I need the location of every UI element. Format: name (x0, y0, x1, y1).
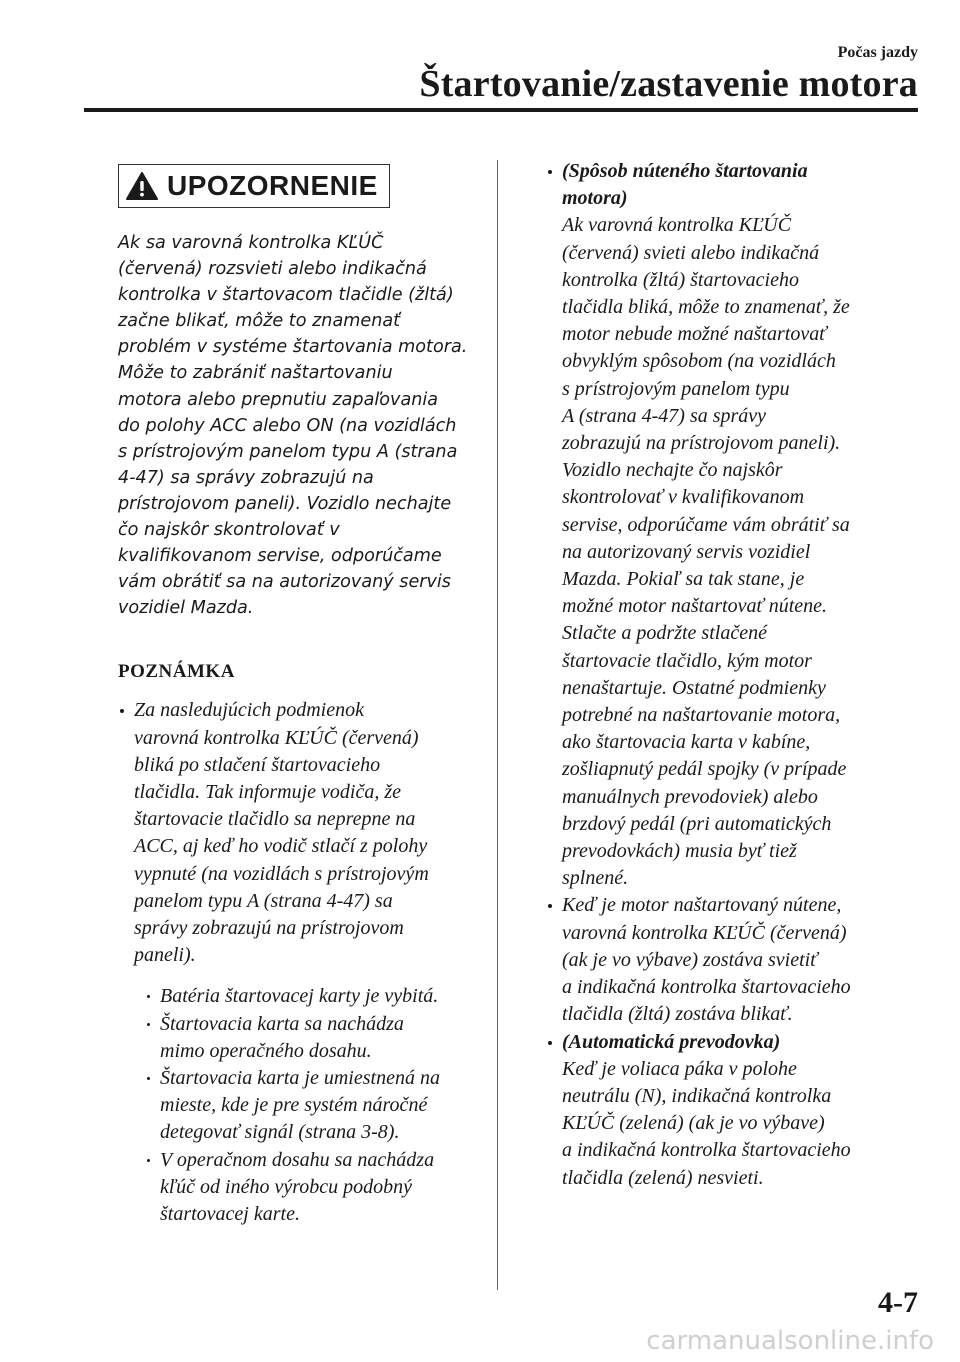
condition-line: Štartovacia karta sa nachádza (160, 1012, 404, 1035)
bullet-dot (120, 709, 124, 713)
bullet-dot (548, 904, 552, 908)
bullet-dot (548, 1041, 552, 1045)
warning-line: kontrolka v štartovacom tlačidle (žltá) (118, 285, 454, 306)
condition-item (160, 1147, 478, 1229)
note-line: správy zobrazujú na prístrojovom (134, 917, 404, 940)
item-line: brzdový pedál (pri automatických (562, 812, 832, 835)
item-line: zobrazujú na prístrojovom paneli). (562, 432, 841, 455)
bullet-dot (548, 170, 552, 174)
bullet-dot (147, 995, 150, 998)
warning-line: kvalifikovanom servise, odporúčame (118, 546, 442, 567)
warning-box (118, 164, 390, 208)
condition-line: Štartovacia karta je umiestnená na (160, 1067, 440, 1090)
item-line: servise, odporúčame vám obrátiť sa (562, 513, 850, 536)
item-line: možné motor naštartovať nútene. (562, 595, 828, 618)
item-line: Vozidlo nechajte čo najskôr (562, 459, 783, 482)
warning-line: (červená) rozsvieti alebo indikačná (118, 259, 427, 280)
item-line: Keď je voliaca páka v polohe (562, 1057, 797, 1080)
item-line: manuálnych prevodoviek) alebo (562, 785, 818, 808)
warning-line: motora alebo prepnutiu zapaľovania (118, 389, 439, 410)
header-section: Počas jazdy (837, 44, 918, 61)
note-line: tlačidla. Tak informuje vodiča, že (134, 781, 402, 804)
item-line: Mazda. Pokiaľ sa tak stane, je (562, 568, 805, 591)
item-line: splnené. (562, 867, 629, 890)
item-line: A (strana 4-47) sa správy (562, 404, 767, 427)
warning-line: Môže to zabrániť naštartovaniu (118, 363, 393, 384)
note-heading: POZNÁMKA (118, 661, 235, 683)
condition-line: Batéria štartovacej karty je vybitá. (160, 985, 439, 1008)
page-number: 4-7 (878, 1286, 918, 1319)
condition-line: štartovacej karte. (160, 1203, 300, 1226)
note-line: Za nasledujúcich podmienok (134, 699, 364, 722)
note-line: štartovacie tlačidlo sa neprepne na (134, 808, 416, 831)
condition-line: V operačnom dosahu sa nachádza (160, 1148, 435, 1171)
warning-line: vozidiel Mazda. (118, 598, 254, 619)
item-line: Keď je motor naštartovaný nútene, (562, 894, 842, 917)
note-line: vypnuté (na vozidlách s prístrojovým (134, 862, 429, 885)
condition-list (134, 983, 478, 1228)
item-line: neutrálu (N), indikačná kontrolka (562, 1084, 832, 1107)
item-line: motor nebude možné naštartovať (562, 323, 827, 346)
page-title: Štartovanie/zastavenie motora (419, 63, 918, 105)
warning-line: začne blikať, môže to znamenať (118, 311, 401, 332)
item-line: varovná kontrolka KĽÚČ (červená) (562, 921, 847, 944)
right-column (562, 158, 912, 1192)
item-line: kontrolka (žltá) štartovacieho (562, 268, 799, 291)
warning-line: Ak sa varovná kontrolka KĽÚČ (118, 233, 384, 253)
item-line: (ak je vo výbave) zostáva svietiť (562, 948, 818, 971)
item-line: tlačidla (zelená) nesvieti. (562, 1166, 764, 1189)
item-line: a indikačná kontrolka štartovacieho (562, 1139, 851, 1162)
warning-text (118, 230, 478, 621)
item-line: Stlačte a podržte stlačené (562, 622, 767, 645)
item-line: Ak varovná kontrolka KĽÚČ (562, 214, 792, 237)
note-line: ACC, aj keď ho vodič stlačí z polohy (134, 835, 428, 858)
warning-line: problém v systéme štartovania motora. (118, 337, 468, 358)
item-line: obvyklým spôsobom (na vozidlách (562, 350, 836, 373)
note-item (134, 697, 478, 1228)
right-item-forced-indicators (562, 892, 912, 1028)
item-line: s prístrojovým panelom typu (562, 377, 790, 400)
left-column (118, 164, 478, 1228)
condition-line: kľúč od iného výrobcu podobný (160, 1175, 413, 1198)
warning-line: vám obrátiť sa na autorizovaný servis (118, 572, 451, 593)
bullet-dot (147, 1077, 150, 1080)
item-line: štartovacie tlačidlo, kým motor (562, 649, 812, 672)
watermark-url: carmanualsonline.info (646, 1326, 934, 1356)
item-line: potrebné na naštartovanie motora, (562, 704, 841, 727)
note-list (118, 697, 478, 1228)
item-line: KĽÚČ (zelená) (ak je vo výbave) (562, 1112, 825, 1135)
note-line: bliká po stlačení štartovacieho (134, 753, 381, 776)
warning-line: s prístrojovým panelom typu A (strana (118, 441, 458, 462)
condition-item (160, 1065, 478, 1147)
column-divider (497, 160, 498, 1290)
item-line: na autorizovaný servis vozidiel (562, 540, 811, 563)
item-heading: (Spôsob núteného štartovania (562, 160, 808, 182)
condition-line: mieste, kde je pre systém náročné (160, 1094, 428, 1117)
item-line: skontrolovať v kvalifikovanom (562, 486, 805, 509)
header-rule (84, 108, 918, 112)
right-item-forced-start (562, 158, 912, 892)
warning-line: do polohy ACC alebo ON (na vozidlách (118, 415, 457, 436)
note-line: panelom typu A (strana 4-47) sa (134, 889, 393, 912)
item-line: tlačidla bliká, môže to znamenať, že (562, 296, 850, 319)
condition-line: mimo operačného dosahu. (160, 1039, 372, 1062)
item-heading: (Automatická prevodovka) (562, 1030, 781, 1053)
item-line: ako štartovacia karta v kabíne, (562, 731, 811, 754)
item-heading: motora) (562, 187, 628, 210)
condition-line: detegovať signál (strana 3-8). (160, 1121, 400, 1144)
bullet-dot (147, 1023, 150, 1026)
warning-line: prístrojovom paneli). Vozidlo nechajte (118, 493, 452, 514)
note-line: paneli). (134, 944, 196, 967)
item-line: nenaštartuje. Ostatné podmienky (562, 676, 826, 699)
condition-item (160, 983, 478, 1010)
right-item-automatic (562, 1029, 912, 1192)
condition-item (160, 1011, 478, 1065)
item-line: zošliapnutý pedál spojky (v prípade (562, 758, 847, 781)
item-line: prevodovkách) musia byť tiež (562, 840, 797, 863)
note-line: varovná kontrolka KĽÚČ (červená) (134, 726, 419, 749)
warning-title: UPOZORNENIE (167, 170, 378, 201)
warning-triangle-icon (125, 171, 159, 201)
item-line: a indikačná kontrolka štartovacieho (562, 976, 851, 999)
item-line: tlačidla (žltá) zostáva blikať. (562, 1003, 793, 1026)
warning-line: 4-47) sa správy zobrazujú na (118, 467, 374, 488)
bullet-dot (147, 1159, 150, 1162)
item-line: (červená) svieti alebo indikačná (562, 241, 820, 264)
warning-line: čo najskôr skontrolovať v (118, 520, 340, 541)
